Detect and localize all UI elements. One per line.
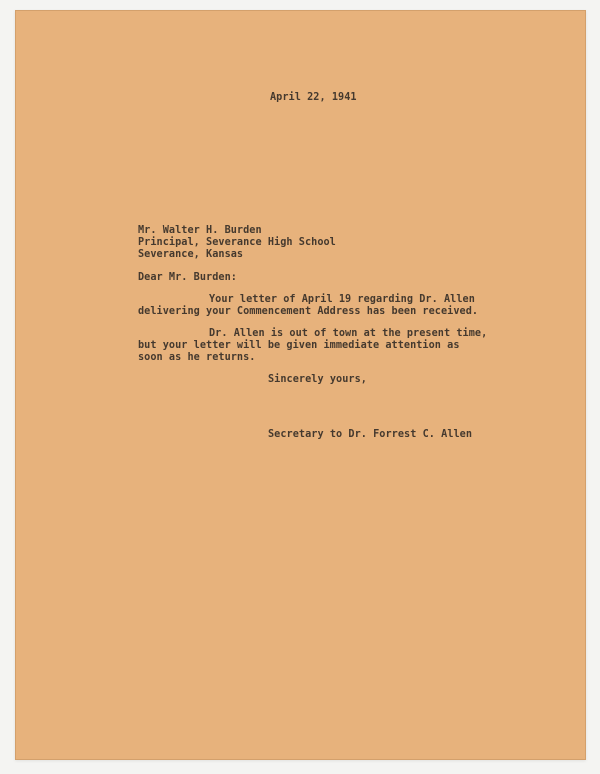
closing: Sincerely yours, <box>268 374 367 385</box>
letter-date: April 22, 1941 <box>270 92 357 103</box>
recipient-location: Severance, Kansas <box>138 249 244 260</box>
letter-sheet <box>15 10 586 760</box>
recipient-name: Mr. Walter H. Burden <box>138 225 262 236</box>
paragraph-1-line-1: Your letter of April 19 regarding Dr. Allen <box>209 294 475 305</box>
signature-line: Secretary to Dr. Forrest C. Allen <box>268 429 473 440</box>
salutation: Dear Mr. Burden: <box>138 272 237 283</box>
paragraph-2-line-3: soon as he returns. <box>138 352 256 363</box>
paragraph-1-line-2: delivering your Commencement Address has been received. <box>138 306 479 317</box>
paragraph-2-line-2: but your letter will be given immediate attention as <box>138 340 460 351</box>
paragraph-2-line-1: Dr. Allen is out of town at the present time, <box>209 328 488 339</box>
recipient-title: Principal, Severance High School <box>138 237 336 248</box>
